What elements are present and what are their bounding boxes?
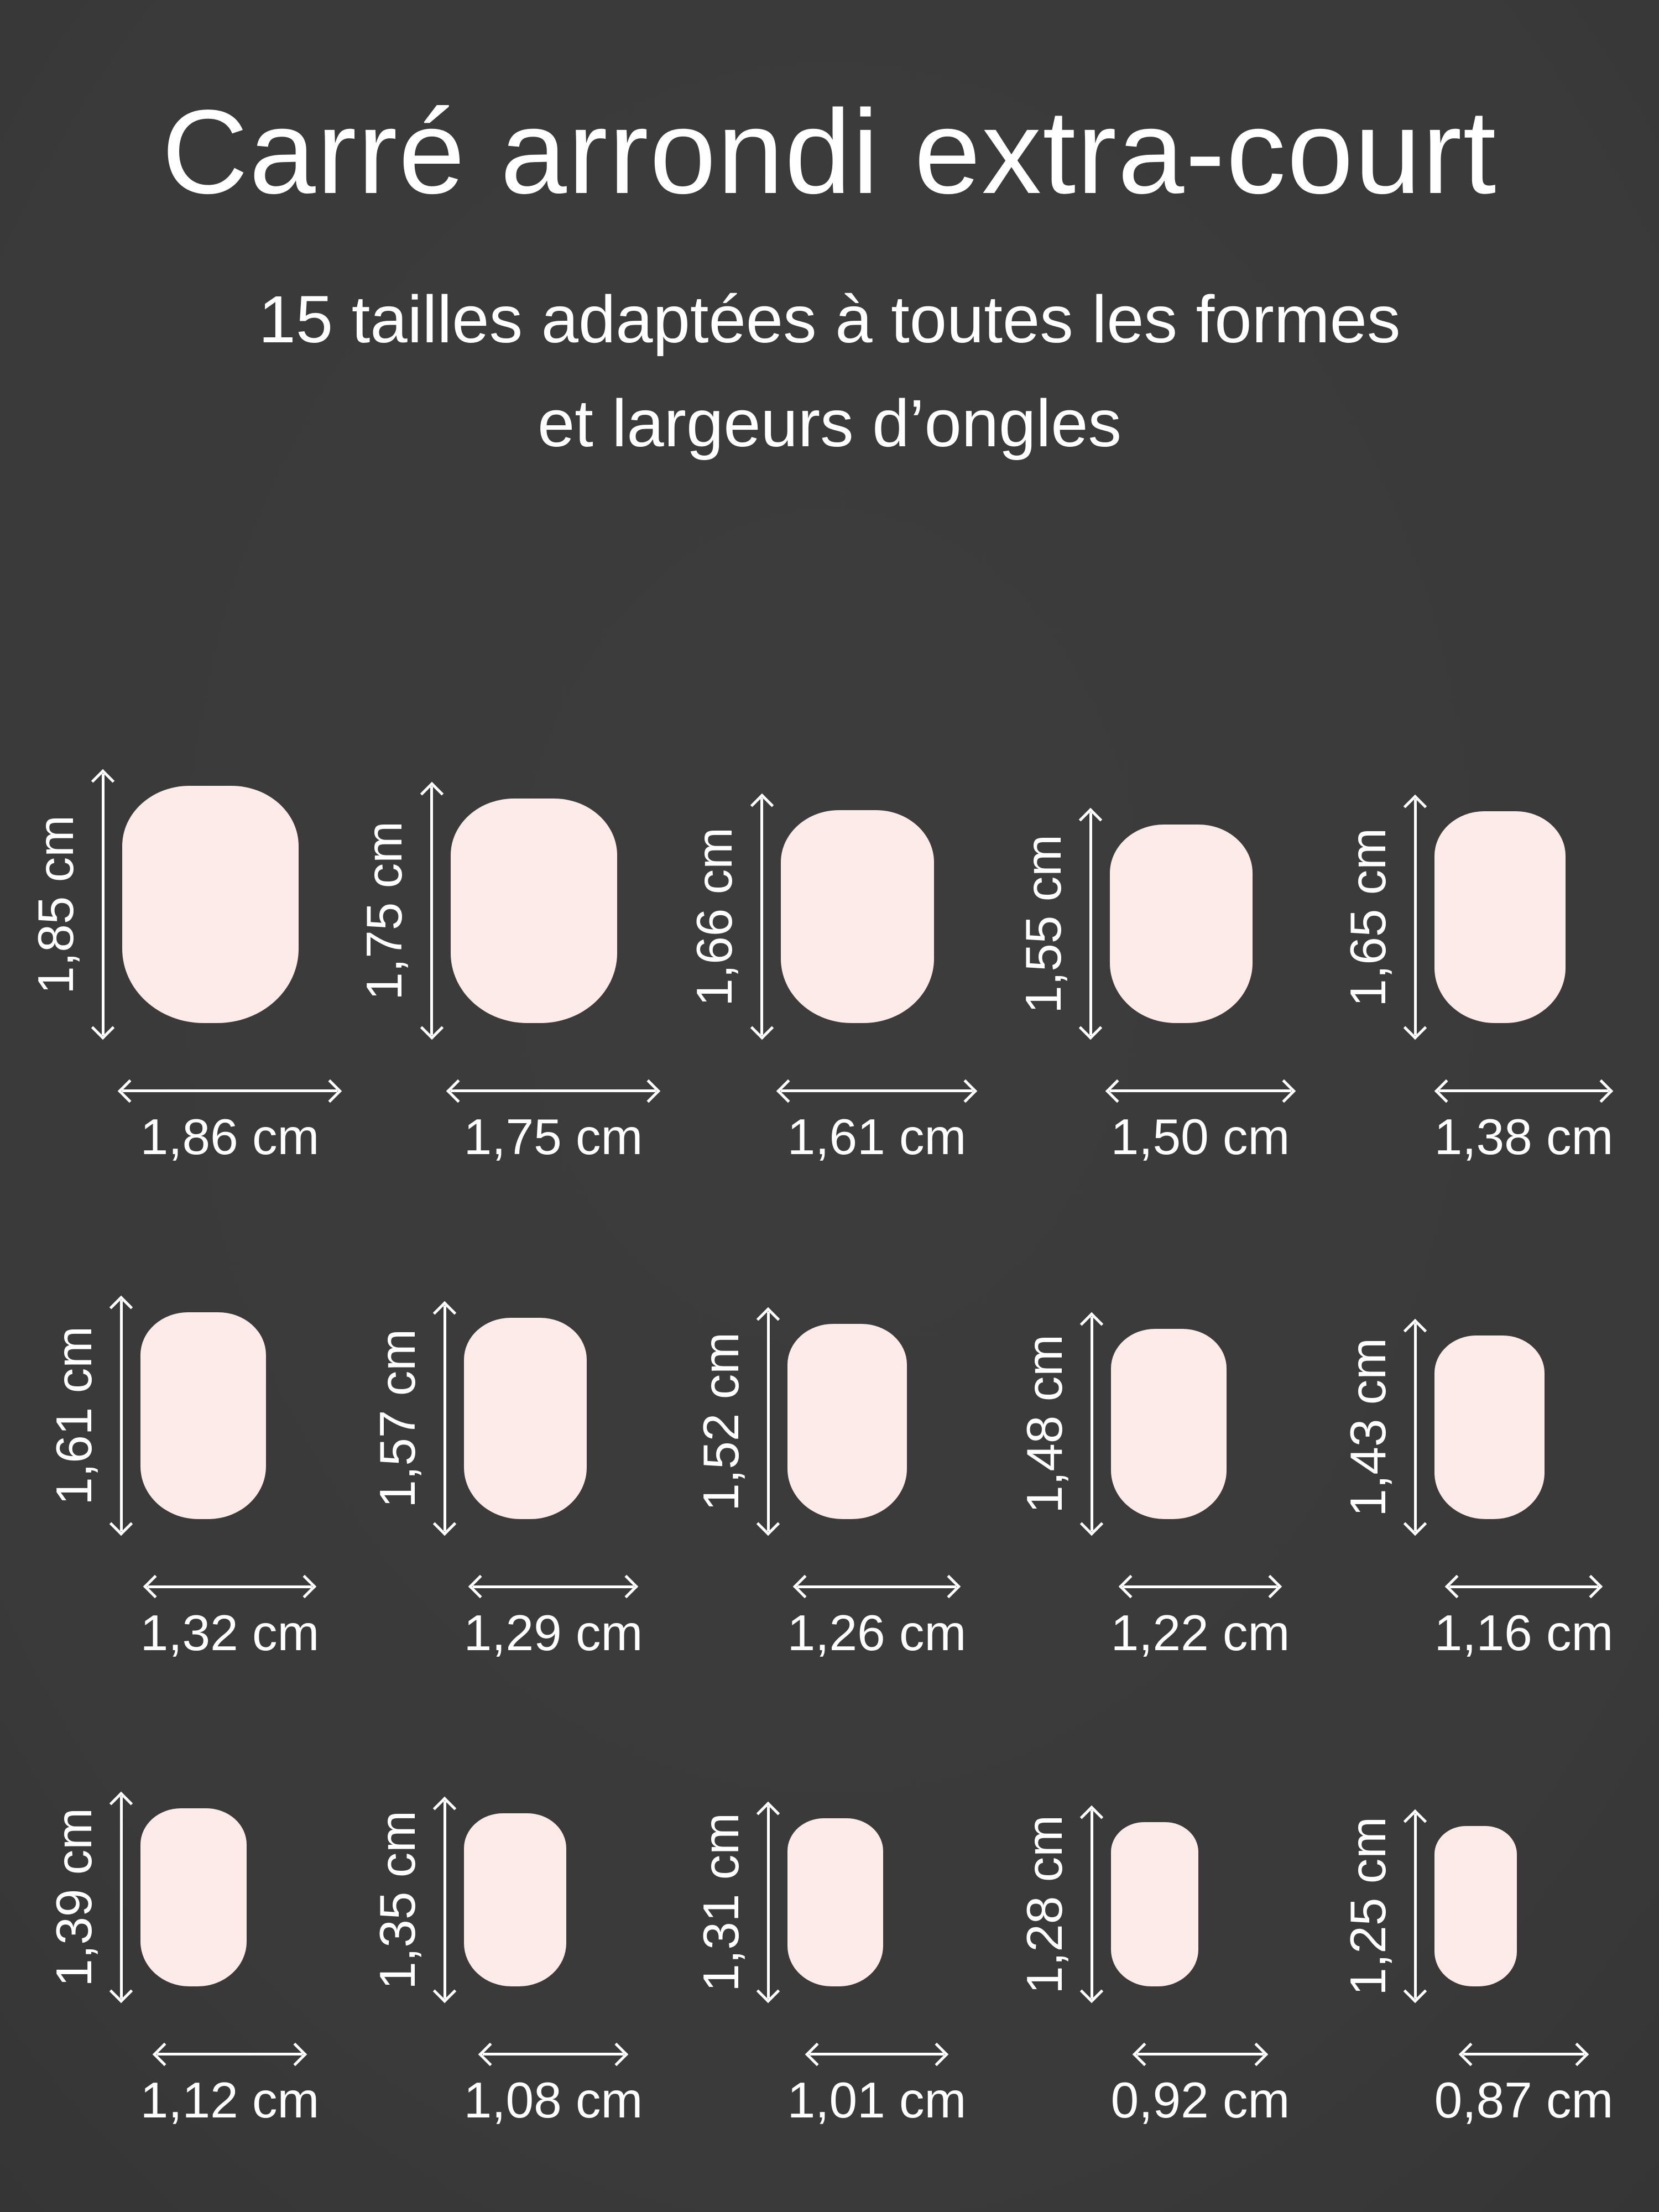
height-label: 1,65 cm: [1340, 828, 1396, 1007]
double-arrow-vertical-icon: [444, 1801, 446, 1999]
width-label: 1,12 cm: [140, 2073, 320, 2129]
height-dimension: [28, 774, 105, 1035]
height-label: 1,43 cm: [1340, 1338, 1396, 1517]
double-arrow-vertical-icon: [760, 798, 763, 1035]
height-dimension: [1016, 1317, 1093, 1531]
width-label: 1,50 cm: [1110, 1109, 1290, 1166]
double-arrow-horizontal-icon: [483, 2053, 624, 2056]
double-arrow-horizontal-icon: [451, 1089, 656, 1092]
height-label: 1,75 cm: [357, 821, 413, 1001]
nail-size-cell: [1315, 799, 1639, 1166]
width-label: 1,61 cm: [787, 1109, 967, 1166]
double-arrow-vertical-icon: [120, 1300, 123, 1531]
nail-size-cell: [992, 812, 1315, 1167]
height-label: 1,39 cm: [46, 1808, 102, 1987]
nail-shape: [140, 1808, 247, 1986]
double-arrow-horizontal-icon: [1439, 1089, 1609, 1092]
height-label: 1,61 cm: [46, 1326, 102, 1505]
height-dimension: [1016, 1810, 1093, 1999]
nail-shape: [1434, 1826, 1517, 1986]
double-arrow-vertical-icon: [102, 774, 105, 1035]
nail-size-cell: [1315, 1814, 1639, 2130]
height-dimension: [693, 1312, 770, 1531]
nail-shape: [1111, 1822, 1198, 1986]
height-label: 1,31 cm: [693, 1813, 749, 1992]
double-arrow-vertical-icon: [1414, 799, 1417, 1035]
nail-size-cell: [1315, 1323, 1639, 1662]
height-dimension: [686, 798, 763, 1035]
double-arrow-vertical-icon: [120, 1796, 123, 1999]
height-dimension: [1340, 1323, 1417, 1531]
double-arrow-vertical-icon: [767, 1806, 770, 1999]
double-arrow-horizontal-icon: [810, 2053, 945, 2056]
height-dimension: [46, 1796, 123, 1999]
height-label: 1,48 cm: [1016, 1334, 1073, 1514]
double-arrow-vertical-icon: [1414, 1814, 1417, 1999]
double-arrow-horizontal-icon: [148, 1585, 312, 1588]
nail-shape: [1111, 1329, 1227, 1519]
nail-shape: [464, 1318, 587, 1519]
nail-shape: [140, 1312, 266, 1519]
subtitle-line-1: 15 tailles adaptées à toutes les formes: [258, 281, 1401, 357]
height-label: 1,66 cm: [687, 827, 743, 1006]
height-label: 1,52 cm: [693, 1332, 749, 1511]
sizes-row: [0, 1300, 1659, 1662]
width-label: 1,75 cm: [463, 1109, 643, 1166]
nail-shape: [1434, 1335, 1545, 1519]
double-arrow-vertical-icon: [1091, 1810, 1093, 1999]
nail-size-cell: [668, 1806, 992, 2130]
double-arrow-horizontal-icon: [797, 1585, 956, 1588]
nail-shape: [781, 810, 934, 1023]
width-label: 1,26 cm: [787, 1605, 967, 1661]
width-label: 1,86 cm: [140, 1109, 320, 1166]
width-label: 1,01 cm: [787, 2073, 967, 2129]
height-dimension: [693, 1806, 770, 1999]
double-arrow-horizontal-icon: [122, 1089, 338, 1092]
double-arrow-horizontal-icon: [1110, 1089, 1291, 1092]
nail-shape: [1434, 811, 1566, 1023]
nail-size-cell: [21, 1796, 345, 2130]
double-arrow-horizontal-icon: [781, 1089, 973, 1092]
nail-size-cell: [345, 1306, 668, 1662]
sizes-row: [0, 1796, 1659, 2130]
height-label: 1,25 cm: [1340, 1817, 1396, 1996]
nail-shape: [787, 1324, 907, 1519]
height-dimension: [46, 1300, 123, 1531]
nail-shape: [787, 1818, 884, 1986]
double-arrow-vertical-icon: [1091, 1317, 1093, 1531]
nail-shape: [1110, 825, 1253, 1024]
height-dimension: [1015, 812, 1092, 1036]
double-arrow-vertical-icon: [444, 1306, 446, 1531]
page-title: Carré arrondi extra-court: [161, 85, 1498, 218]
height-label: 1,55 cm: [1015, 834, 1072, 1014]
double-arrow-vertical-icon: [1089, 812, 1092, 1036]
nail-size-cell: [21, 1300, 345, 1662]
width-label: 1,16 cm: [1434, 1605, 1614, 1661]
width-label: 1,29 cm: [463, 1605, 643, 1661]
double-arrow-horizontal-icon: [1449, 1585, 1599, 1588]
sizes-row: [0, 774, 1659, 1166]
height-dimension: [369, 1801, 446, 1999]
double-arrow-vertical-icon: [430, 786, 433, 1035]
sizes-grid: [0, 774, 1659, 2130]
height-label: 1,28 cm: [1016, 1814, 1073, 1994]
nail-size-cell: [992, 1810, 1315, 2130]
double-arrow-horizontal-icon: [1123, 1585, 1278, 1588]
page-subtitle: [0, 268, 1659, 475]
double-arrow-horizontal-icon: [473, 1585, 634, 1588]
nail-shape: [122, 786, 299, 1023]
width-label: 1,08 cm: [463, 2073, 643, 2129]
nail-size-cell: [668, 798, 992, 1166]
double-arrow-vertical-icon: [767, 1312, 770, 1531]
nail-size-cell: [21, 774, 345, 1166]
nail-size-cell: [992, 1317, 1315, 1662]
width-label: 1,22 cm: [1110, 1605, 1290, 1661]
subtitle-line-2: et largeurs d’ongles: [537, 385, 1122, 461]
nail-size-cell: [345, 786, 668, 1166]
height-label: 1,35 cm: [369, 1810, 426, 1990]
double-arrow-vertical-icon: [1414, 1323, 1417, 1531]
double-arrow-horizontal-icon: [157, 2053, 302, 2056]
double-arrow-horizontal-icon: [1463, 2053, 1585, 2056]
nail-shape: [464, 1813, 567, 1986]
double-arrow-horizontal-icon: [1137, 2053, 1263, 2056]
height-dimension: [369, 1306, 446, 1531]
nail-size-cell: [668, 1312, 992, 1662]
width-label: 0,92 cm: [1110, 2073, 1290, 2129]
height-dimension: [1340, 799, 1417, 1035]
height-dimension: [356, 786, 433, 1035]
width-label: 1,38 cm: [1434, 1109, 1614, 1166]
height-label: 1,85 cm: [28, 815, 84, 994]
nail-shape: [451, 799, 617, 1023]
height-dimension: [1340, 1814, 1417, 1999]
height-label: 1,57 cm: [369, 1328, 426, 1508]
nail-size-cell: [345, 1801, 668, 2130]
width-label: 1,32 cm: [140, 1605, 320, 1661]
width-label: 0,87 cm: [1434, 2073, 1614, 2129]
